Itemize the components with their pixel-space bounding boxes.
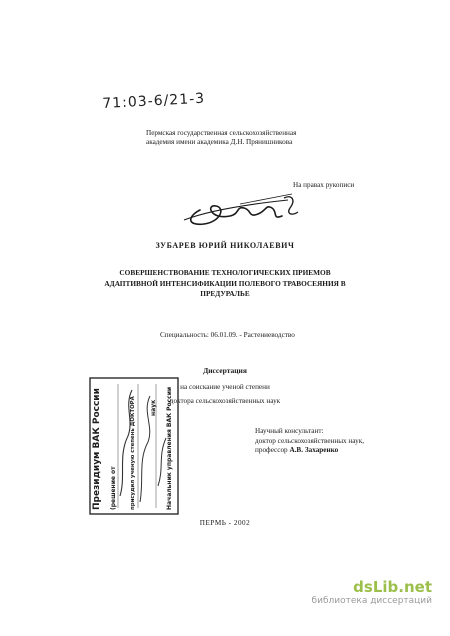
institution-line-1: Пермская государственная сельскохозяйственная bbox=[146, 129, 297, 137]
handwritten-reference-number: 71:03-6/21-3 bbox=[102, 90, 206, 112]
city-year: ПЕРМЬ - 2002 bbox=[199, 519, 251, 527]
stamp-official: Начальник управления ВАК России bbox=[166, 386, 173, 510]
watermark-subtitle: библиотека диссертаций bbox=[311, 596, 432, 606]
dissertation-title bbox=[60, 268, 390, 300]
dissertation-field-line: доктора сельскохозяйственных наук bbox=[169, 397, 281, 405]
advisor-rank: профессор bbox=[255, 446, 290, 454]
advisor-label: Научный консультант: bbox=[255, 427, 324, 435]
advisor-title-name bbox=[255, 446, 364, 456]
author-name: ЗУБАРЕВ ЮРИЙ НИКОЛАЕВИЧ bbox=[155, 241, 295, 250]
stamp-degree: присудил ученую степень ДОКТОРА bbox=[130, 396, 136, 510]
advisor-name: А.В. Захаренко bbox=[289, 446, 339, 454]
stamp-header: Президиум ВАК России bbox=[92, 388, 102, 510]
stamp-decision: (решение от bbox=[110, 466, 117, 510]
title-line-2: АДАПТИВНОЙ ИНТЕНСИФИКАЦИИ ПОЛЕВОГО ТРАВОСЕЯНИЯ В bbox=[104, 278, 346, 288]
dissertation-degree-line: на соискание ученой степени bbox=[180, 383, 270, 391]
title-line-3: ПРЕДУРАЛЬЕ bbox=[200, 289, 250, 298]
scientific-advisor bbox=[255, 427, 364, 456]
specialty: Специальность: 06.01.09. - Растениеводство bbox=[160, 331, 295, 339]
advisor-degree: доктор сельскохозяйственных наук, bbox=[255, 436, 364, 445]
dslib-watermark bbox=[312, 578, 432, 606]
institution-name bbox=[146, 129, 296, 147]
watermark-name: dsLib.net bbox=[353, 578, 432, 596]
signature bbox=[180, 186, 305, 236]
title-line-1: СОВЕРШЕНСТВОВАНИЕ ТЕХНОЛОГИЧЕСКИХ ПРИЕМОВ bbox=[119, 268, 331, 277]
vak-approval-stamp bbox=[88, 376, 180, 516]
dissertation-heading: Диссертация bbox=[203, 366, 247, 375]
institution-line-2: академия имени академика Д.Н. Прянишникова bbox=[146, 138, 293, 146]
stamp-sciences: наук bbox=[150, 399, 157, 416]
manuscript-rights-note: На правах рукописи bbox=[293, 181, 355, 189]
